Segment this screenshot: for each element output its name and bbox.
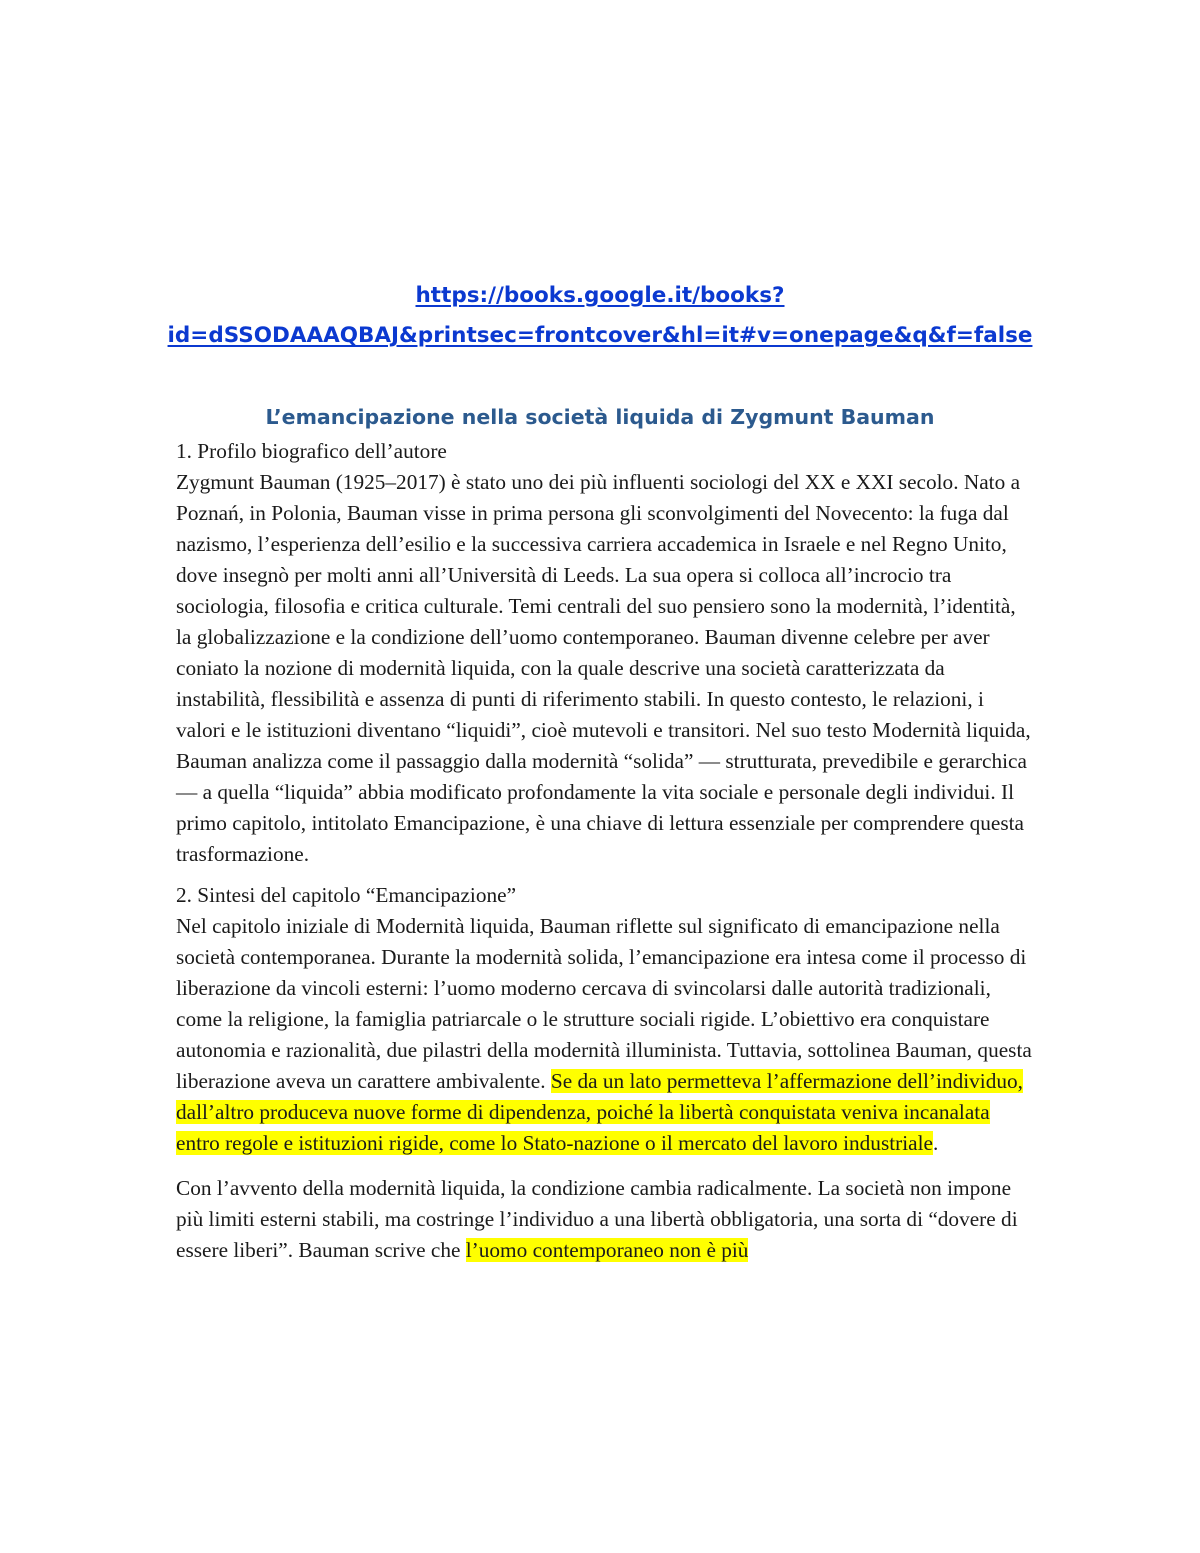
paragraph-gap (176, 870, 1036, 880)
section-2-text-plain: Nel capitolo iniziale di Modernità liquida, Bauman riflette sul significato di emancipazione nella società contemporanea. Durante la modernità solida, l’emancipazione era intesa come il processo di liberazione da vincoli esterni: l’uomo moderno cercava di svincolarsi dalle autorità tradizionali, come la religione, la famiglia patriarcale o le strutture sociali rigide. L’obiettivo era conquistare autonomia e razionalità, due pilastri della modernità illuminista. Tuttavia, sottolinea Bauman, questa liberazione aveva un carattere ambivalente. (176, 914, 1032, 1093)
section-2-text (176, 911, 1036, 1159)
paragraph-gap (176, 1159, 1036, 1173)
section-3-text-plain: Con l’avvento della modernità liquida, la condizione cambia radicalmente. La società non impone più limiti esterni stabili, ma costringe l’individuo a una libertà obbligatoria, una sorta di “dovere di essere liberi”. Bauman scrive che (176, 1176, 1018, 1262)
link-line-2[interactable]: id=dSSODAAAQBAJ&printsec=frontcover&hl=it#v=onepage&q&f=false (167, 323, 1033, 348)
section-2-text-end: . (933, 1131, 939, 1155)
section-1-text: Zygmunt Bauman (1925–2017) è stato uno dei più influenti sociologi del XX e XXI secolo. Nato a Poznań, in Polonia, Bauman visse in prima persona gli sconvolgimenti del Novecento: la fuga dal nazismo, l’esperienza dell’esilio e la successiva carriera accademica in Israele e nel Regno Unito, dove insegnò per molti anni all’Università di Leeds. La sua opera si colloca all’incrocio tra sociologia, filosofia e critica culturale. Temi centrali del suo pensiero sono la modernità, l’identità, la globalizzazione e la condizione dell’uomo contemporaneo. Bauman divenne celebre per aver coniato la nozione di modernità liquida, con la quale descrive una società caratterizzata da instabilità, flessibilità e assenza di punti di riferimento stabili. In questo contesto, le relazioni, i valori e le istituzioni diventano “liquidi”, cioè mutevoli e transitori. Nel suo testo Modernità liquida, Bauman analizza come il passaggio dalla modernità “solida” — strutturata, prevedibile e gerarchica — a quella “liquida” abbia modificato profondamente la vita sociale e personale degli individui. Il primo capitolo, intitolato Emancipazione, è una chiave di lettura essenziale per comprendere questa trasformazione. (176, 470, 1031, 866)
section-3-text (176, 1173, 1036, 1266)
section-2-heading: 2. Sintesi del capitolo “Emancipazione” (176, 883, 517, 907)
document-body (176, 436, 1036, 1266)
google-books-link[interactable] (0, 276, 1200, 356)
section-3-highlighted-text: l’uomo contemporaneo non è più (465, 1238, 749, 1262)
link-line-1[interactable]: https://books.google.it/books? (415, 283, 785, 308)
section-1-heading: 1. Profilo biografico dell’autore (176, 439, 447, 463)
section-2-highlighted-text: Se da un lato permetteva l’affermazione dell’individuo, dall’altro produceva nuove forme di dipendenza, poiché la libertà conquistata veniva incanalata entro regole e istituzioni rigide, come lo Stato-nazione o il mercato del lavoro industriale (176, 1069, 1023, 1155)
document-title: L’emancipazione nella società liquida di Zygmunt Bauman (265, 405, 935, 429)
